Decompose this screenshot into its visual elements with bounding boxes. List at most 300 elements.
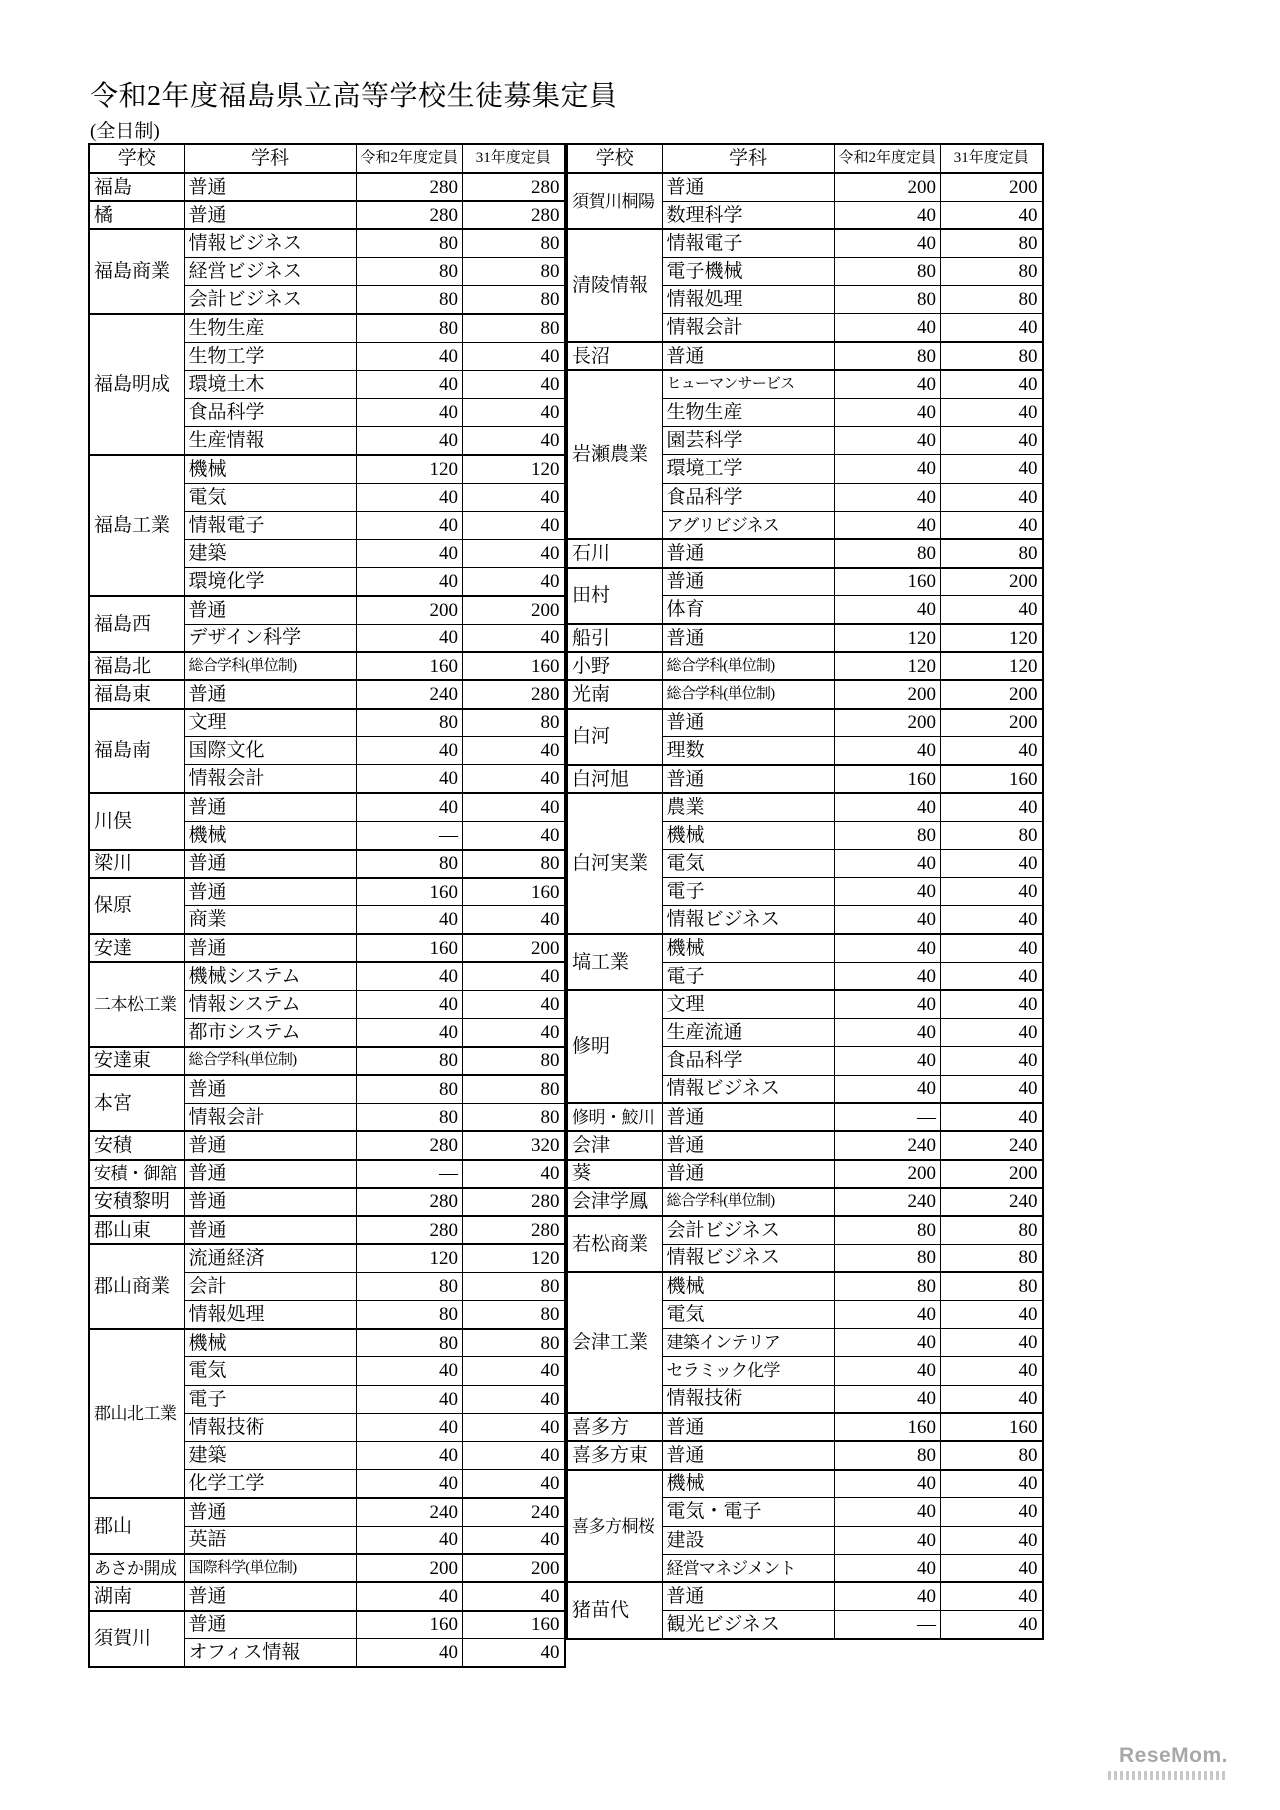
cell-school: 保原 <box>89 878 184 934</box>
cell-course: 機械システム <box>184 962 356 990</box>
table-row <box>89 652 565 680</box>
cell-course: 総合学科(単位制) <box>184 1047 356 1075</box>
cell-capacity-r2: 240 <box>834 1188 941 1216</box>
left-table-body <box>89 173 565 1667</box>
cell-capacity-r2: 40 <box>834 934 941 962</box>
table-row <box>89 1188 565 1216</box>
cell-capacity-r2: 40 <box>356 427 463 455</box>
cell-capacity-h31: 40 <box>463 539 565 567</box>
cell-course: 文理 <box>662 990 834 1018</box>
cell-capacity-r2: 40 <box>834 793 941 821</box>
cell-course: 普通 <box>184 1160 356 1188</box>
cell-capacity-r2: 160 <box>834 1413 941 1441</box>
cell-capacity-h31: 40 <box>941 427 1043 455</box>
table-row <box>89 878 565 906</box>
table-row <box>89 201 565 229</box>
cell-capacity-r2: 120 <box>356 1244 463 1272</box>
cell-capacity-r2: 80 <box>834 258 941 286</box>
cell-capacity-r2: — <box>834 1611 941 1639</box>
cell-capacity-h31: 80 <box>463 1329 565 1357</box>
cell-capacity-r2: 200 <box>834 1160 941 1188</box>
cell-capacity-r2: 240 <box>356 1498 463 1526</box>
cell-course: 普通 <box>662 342 834 370</box>
cell-course: 園芸科学 <box>662 427 834 455</box>
table-row <box>567 229 1043 257</box>
cell-course: 情報処理 <box>184 1301 356 1329</box>
cell-school: 会津学鳳 <box>567 1188 662 1216</box>
cell-course: 電子 <box>662 878 834 906</box>
cell-school: 福島西 <box>89 596 184 652</box>
cell-capacity-r2: 40 <box>834 511 941 539</box>
cell-school: 喜多方 <box>567 1413 662 1441</box>
cell-capacity-h31: 80 <box>463 850 565 878</box>
cell-capacity-h31: 40 <box>941 370 1043 398</box>
cell-capacity-r2: 200 <box>834 709 941 737</box>
cell-capacity-h31: 40 <box>463 399 565 427</box>
cell-capacity-h31: 80 <box>941 821 1043 849</box>
cell-course: 普通 <box>184 1075 356 1103</box>
cell-school: 福島北 <box>89 652 184 680</box>
cell-school: 川俣 <box>89 793 184 849</box>
cell-course: 文理 <box>184 709 356 737</box>
cell-course: 普通 <box>184 1216 356 1244</box>
cell-capacity-r2: 40 <box>356 962 463 990</box>
cell-school: 安積・御舘 <box>89 1160 184 1188</box>
cell-capacity-r2: 40 <box>834 1385 941 1413</box>
cell-capacity-h31: 40 <box>463 1582 565 1610</box>
cell-course: 数理科学 <box>662 201 834 229</box>
cell-capacity-r2: 200 <box>356 1554 463 1582</box>
table-row <box>89 709 565 737</box>
cell-capacity-r2: 240 <box>834 1131 941 1159</box>
cell-capacity-h31: 80 <box>941 258 1043 286</box>
cell-course: 英語 <box>184 1526 356 1554</box>
table-row <box>567 709 1043 737</box>
cell-capacity-r2: 280 <box>356 173 463 201</box>
cell-capacity-h31: 80 <box>463 1075 565 1103</box>
cell-capacity-h31: 40 <box>941 906 1043 934</box>
cell-capacity-h31: 40 <box>941 1019 1043 1047</box>
cell-capacity-r2: 40 <box>834 201 941 229</box>
cell-capacity-h31: 40 <box>463 1019 565 1047</box>
cell-course: 総合学科(単位制) <box>184 652 356 680</box>
cell-school: 白河実業 <box>567 793 662 934</box>
cell-capacity-h31: 80 <box>463 229 565 257</box>
cell-course: 情報ビジネス <box>662 1075 834 1103</box>
cell-capacity-h31: 200 <box>941 680 1043 708</box>
cell-capacity-r2: 40 <box>834 1019 941 1047</box>
table-row <box>567 1160 1043 1188</box>
cell-capacity-h31: 80 <box>941 286 1043 314</box>
table-row <box>567 1470 1043 1498</box>
table-row <box>567 1103 1043 1131</box>
cell-capacity-r2: 80 <box>356 1075 463 1103</box>
cell-capacity-h31: 40 <box>941 737 1043 765</box>
cell-school: 福島商業 <box>89 229 184 314</box>
cell-capacity-h31: 200 <box>463 1554 565 1582</box>
cell-capacity-h31: 40 <box>941 483 1043 511</box>
cell-course: 会計 <box>184 1272 356 1300</box>
cell-school: 白河 <box>567 709 662 765</box>
cell-course: 普通 <box>662 1131 834 1159</box>
cell-capacity-h31: 320 <box>463 1131 565 1159</box>
cell-capacity-h31: 280 <box>463 1216 565 1244</box>
cell-course: 情報システム <box>184 990 356 1018</box>
cell-capacity-r2: 40 <box>834 990 941 1018</box>
cell-capacity-h31: 40 <box>463 990 565 1018</box>
cell-course: 普通 <box>184 850 356 878</box>
cell-capacity-h31: 40 <box>463 511 565 539</box>
table-row <box>89 1047 565 1075</box>
cell-school: 郡山北工業 <box>89 1329 184 1498</box>
cell-course: 普通 <box>184 173 356 201</box>
cell-capacity-h31: 80 <box>941 229 1043 257</box>
cell-capacity-r2: 160 <box>356 878 463 906</box>
cell-capacity-r2: 80 <box>834 342 941 370</box>
cell-capacity-h31: 40 <box>941 793 1043 821</box>
cell-capacity-h31: 40 <box>463 1160 565 1188</box>
cell-school: 若松商業 <box>567 1216 662 1272</box>
cell-capacity-r2: 40 <box>356 1526 463 1554</box>
table-row <box>89 1582 565 1610</box>
cell-capacity-r2: 40 <box>834 596 941 624</box>
cell-capacity-r2: 80 <box>356 258 463 286</box>
cell-course: 普通 <box>184 934 356 962</box>
table-row <box>567 568 1043 596</box>
cell-school: あさか開成 <box>89 1554 184 1582</box>
cell-course: 情報電子 <box>662 229 834 257</box>
cell-capacity-h31: 40 <box>463 1639 565 1667</box>
cell-capacity-r2: 40 <box>356 793 463 821</box>
cell-school: 会津工業 <box>567 1272 662 1413</box>
table-header-row <box>89 144 565 173</box>
cell-course: 機械 <box>184 1329 356 1357</box>
cell-course: 会計ビジネス <box>662 1216 834 1244</box>
cell-school: 長沼 <box>567 342 662 370</box>
cell-school: 郡山東 <box>89 1216 184 1244</box>
cell-capacity-r2: 40 <box>834 314 941 342</box>
cell-capacity-r2: 40 <box>834 1582 941 1610</box>
table-row <box>567 1131 1043 1159</box>
cell-course: 建設 <box>662 1526 834 1554</box>
cell-capacity-r2: 160 <box>356 934 463 962</box>
cell-capacity-r2: 80 <box>834 821 941 849</box>
cell-capacity-h31: 40 <box>941 990 1043 1018</box>
cell-capacity-r2: 80 <box>356 229 463 257</box>
cell-capacity-r2: 200 <box>834 173 941 201</box>
cell-course: 電気 <box>662 1301 834 1329</box>
table-row <box>567 370 1043 398</box>
cell-capacity-h31: 40 <box>941 1554 1043 1582</box>
cell-capacity-h31: 40 <box>463 793 565 821</box>
table-row <box>89 962 565 990</box>
cell-school: 清陵情報 <box>567 229 662 342</box>
cell-capacity-r2: 80 <box>356 850 463 878</box>
cell-school: 福島明成 <box>89 314 184 455</box>
table-row <box>567 539 1043 567</box>
col-header-capacity-r2: 令和2年度定員 <box>834 144 941 173</box>
cell-capacity-r2: 80 <box>834 1244 941 1272</box>
cell-capacity-h31: 160 <box>941 1413 1043 1441</box>
cell-capacity-r2: 280 <box>356 201 463 229</box>
cell-course: 電子機械 <box>662 258 834 286</box>
cell-capacity-r2: — <box>834 1103 941 1131</box>
cell-capacity-h31: 200 <box>941 709 1043 737</box>
cell-capacity-r2: 40 <box>356 1019 463 1047</box>
cell-capacity-h31: 240 <box>463 1498 565 1526</box>
cell-capacity-h31: 80 <box>463 1047 565 1075</box>
cell-school: 湖南 <box>89 1582 184 1610</box>
cell-capacity-r2: 80 <box>356 286 463 314</box>
cell-capacity-r2: 40 <box>356 990 463 1018</box>
table-row <box>567 793 1043 821</box>
cell-capacity-h31: 40 <box>941 1470 1043 1498</box>
table-row <box>89 1131 565 1159</box>
table-row <box>567 173 1043 201</box>
cell-capacity-h31: 40 <box>463 1470 565 1498</box>
cell-capacity-r2: 40 <box>356 1639 463 1667</box>
cell-course: 化学工学 <box>184 1470 356 1498</box>
cell-capacity-r2: 40 <box>356 906 463 934</box>
cell-capacity-h31: 200 <box>463 596 565 624</box>
cell-course: 普通 <box>662 1160 834 1188</box>
cell-capacity-r2: 40 <box>834 1329 941 1357</box>
cell-course: 電子 <box>662 962 834 990</box>
cell-course: 普通 <box>662 1441 834 1469</box>
cell-capacity-r2: — <box>356 821 463 849</box>
cell-capacity-r2: 40 <box>834 229 941 257</box>
cell-capacity-h31: 40 <box>941 1582 1043 1610</box>
cell-capacity-r2: 280 <box>356 1188 463 1216</box>
col-header-course: 学科 <box>184 144 356 173</box>
cell-capacity-r2: 40 <box>356 399 463 427</box>
cell-course: オフィス情報 <box>184 1639 356 1667</box>
cell-course: 機械 <box>662 1272 834 1300</box>
cell-capacity-r2: 160 <box>356 652 463 680</box>
table-row <box>567 1272 1043 1300</box>
cell-capacity-h31: 160 <box>941 765 1043 793</box>
cell-capacity-r2: 80 <box>834 1216 941 1244</box>
cell-course: 環境土木 <box>184 370 356 398</box>
cell-course: 機械 <box>184 455 356 483</box>
table-row <box>567 652 1043 680</box>
table-row <box>89 1329 565 1357</box>
cell-school: 葵 <box>567 1160 662 1188</box>
cell-capacity-h31: 40 <box>941 201 1043 229</box>
cell-capacity-r2: 280 <box>356 1131 463 1159</box>
cell-capacity-h31: 80 <box>463 286 565 314</box>
cell-capacity-r2: 40 <box>356 1441 463 1469</box>
cell-capacity-h31: 40 <box>463 906 565 934</box>
cell-course: 普通 <box>662 539 834 567</box>
cell-course: 国際科学(単位制) <box>184 1554 356 1582</box>
cell-course: 普通 <box>662 765 834 793</box>
cell-capacity-r2: 40 <box>834 878 941 906</box>
cell-capacity-h31: 40 <box>463 962 565 990</box>
table-row <box>89 1611 565 1639</box>
cell-course: 電気 <box>184 483 356 511</box>
cell-school: 安積黎明 <box>89 1188 184 1216</box>
cell-capacity-r2: 40 <box>834 1554 941 1582</box>
cell-capacity-h31: 200 <box>941 173 1043 201</box>
watermark <box>1108 1744 1228 1780</box>
cell-course: 国際文化 <box>184 737 356 765</box>
cell-capacity-r2: 80 <box>356 1329 463 1357</box>
cell-course: 生物生産 <box>184 314 356 342</box>
table-row <box>89 314 565 342</box>
cell-capacity-r2: 160 <box>834 765 941 793</box>
cell-course: 普通 <box>184 1131 356 1159</box>
cell-capacity-h31: 80 <box>941 342 1043 370</box>
cell-capacity-h31: 40 <box>941 399 1043 427</box>
cell-course: 普通 <box>662 1103 834 1131</box>
cell-capacity-r2: 40 <box>356 765 463 793</box>
table-row <box>89 229 565 257</box>
table-row <box>89 850 565 878</box>
cell-school: 安達東 <box>89 1047 184 1075</box>
cell-course: 食品科学 <box>184 399 356 427</box>
table-row <box>89 1160 565 1188</box>
cell-school: 岩瀬農業 <box>567 370 662 539</box>
cell-course: 普通 <box>184 1611 356 1639</box>
cell-capacity-r2: 120 <box>834 652 941 680</box>
cell-capacity-h31: 40 <box>463 342 565 370</box>
cell-course: アグリビジネス <box>662 511 834 539</box>
cell-capacity-r2: 160 <box>356 1611 463 1639</box>
cell-capacity-r2: 40 <box>356 568 463 596</box>
cell-capacity-h31: 40 <box>463 765 565 793</box>
cell-course: 環境化学 <box>184 568 356 596</box>
cell-capacity-r2: — <box>356 1160 463 1188</box>
cell-course: 流通経済 <box>184 1244 356 1272</box>
cell-capacity-r2: 40 <box>356 624 463 652</box>
cell-capacity-h31: 40 <box>941 1385 1043 1413</box>
cell-capacity-h31: 40 <box>941 511 1043 539</box>
cell-capacity-r2: 40 <box>356 483 463 511</box>
cell-school: 修明 <box>567 990 662 1103</box>
cell-course: 情報ビジネス <box>184 229 356 257</box>
cell-course: 情報ビジネス <box>662 1244 834 1272</box>
cell-capacity-h31: 80 <box>463 1272 565 1300</box>
cell-school: 会津 <box>567 1131 662 1159</box>
cell-capacity-r2: 80 <box>356 709 463 737</box>
cell-capacity-h31: 40 <box>463 737 565 765</box>
cell-capacity-r2: 120 <box>834 624 941 652</box>
table-row <box>89 1498 565 1526</box>
table-row <box>567 1188 1043 1216</box>
cell-capacity-h31: 80 <box>941 1272 1043 1300</box>
cell-capacity-h31: 40 <box>941 1301 1043 1329</box>
cell-school: 郡山 <box>89 1498 184 1554</box>
cell-capacity-h31: 40 <box>941 1075 1043 1103</box>
cell-capacity-h31: 200 <box>941 1160 1043 1188</box>
cell-capacity-r2: 80 <box>834 1441 941 1469</box>
cell-school: 梁川 <box>89 850 184 878</box>
cell-capacity-h31: 40 <box>463 821 565 849</box>
cell-capacity-h31: 40 <box>463 1385 565 1413</box>
cell-school: 修明・鮫川 <box>567 1103 662 1131</box>
cell-capacity-r2: 80 <box>356 1103 463 1131</box>
cell-capacity-h31: 40 <box>941 596 1043 624</box>
cell-capacity-r2: 40 <box>356 1413 463 1441</box>
cell-course: 総合学科(単位制) <box>662 1188 834 1216</box>
cell-school: 白河旭 <box>567 765 662 793</box>
cell-school: 福島東 <box>89 680 184 708</box>
table-row <box>89 934 565 962</box>
cell-course: 環境工学 <box>662 455 834 483</box>
cell-capacity-r2: 40 <box>834 1075 941 1103</box>
cell-course: 普通 <box>662 1582 834 1610</box>
cell-course: 情報会計 <box>184 1103 356 1131</box>
table-row <box>89 1554 565 1582</box>
cell-capacity-h31: 160 <box>463 652 565 680</box>
cell-course: 普通 <box>184 201 356 229</box>
cell-capacity-h31: 40 <box>941 1498 1043 1526</box>
cell-course: 農業 <box>662 793 834 821</box>
cell-school: 須賀川桐陽 <box>567 173 662 229</box>
cell-capacity-h31: 40 <box>941 1103 1043 1131</box>
cell-course: 経営ビジネス <box>184 258 356 286</box>
cell-school: 石川 <box>567 539 662 567</box>
cell-course: 生産流通 <box>662 1019 834 1047</box>
page-title: 令和2年度福島県立高等学校生徒募集定員 <box>90 81 618 112</box>
cell-capacity-h31: 120 <box>463 1244 565 1272</box>
cell-capacity-r2: 40 <box>834 427 941 455</box>
cell-course: 建築インテリア <box>662 1329 834 1357</box>
cell-course: 経営マネジメント <box>662 1554 834 1582</box>
cell-capacity-h31: 80 <box>941 1216 1043 1244</box>
cell-capacity-h31: 40 <box>463 1441 565 1469</box>
table-row <box>567 624 1043 652</box>
cell-course: 生物生産 <box>662 399 834 427</box>
cell-capacity-r2: 40 <box>834 962 941 990</box>
cell-school: 船引 <box>567 624 662 652</box>
page-subtitle: (全日制) <box>90 121 160 142</box>
cell-capacity-h31: 40 <box>941 1329 1043 1357</box>
cell-course: 観光ビジネス <box>662 1611 834 1639</box>
cell-capacity-r2: 40 <box>834 1498 941 1526</box>
cell-school: 福島工業 <box>89 455 184 596</box>
cell-course: 食品科学 <box>662 1047 834 1075</box>
cell-school: 安達 <box>89 934 184 962</box>
cell-capacity-r2: 40 <box>834 483 941 511</box>
right-table-container <box>566 143 1044 1640</box>
cell-course: 普通 <box>184 878 356 906</box>
table-row <box>89 1244 565 1272</box>
cell-course: 機械 <box>662 821 834 849</box>
cell-capacity-h31: 40 <box>941 934 1043 962</box>
cell-school: 郡山商業 <box>89 1244 184 1329</box>
cell-capacity-r2: 40 <box>356 737 463 765</box>
table-row <box>567 765 1043 793</box>
cell-capacity-r2: 40 <box>834 906 941 934</box>
cell-school: 橘 <box>89 201 184 229</box>
cell-capacity-h31: 240 <box>941 1188 1043 1216</box>
cell-capacity-r2: 160 <box>834 568 941 596</box>
cell-capacity-h31: 40 <box>463 568 565 596</box>
cell-course: 商業 <box>184 906 356 934</box>
cell-capacity-r2: 280 <box>356 1216 463 1244</box>
cell-course: 機械 <box>662 1470 834 1498</box>
cell-capacity-h31: 240 <box>941 1131 1043 1159</box>
table-row <box>89 1216 565 1244</box>
cell-capacity-r2: 120 <box>356 455 463 483</box>
cell-course: 情報ビジネス <box>662 906 834 934</box>
cell-capacity-h31: 80 <box>463 258 565 286</box>
cell-capacity-r2: 40 <box>834 370 941 398</box>
cell-capacity-r2: 80 <box>356 1047 463 1075</box>
cell-capacity-h31: 40 <box>463 427 565 455</box>
